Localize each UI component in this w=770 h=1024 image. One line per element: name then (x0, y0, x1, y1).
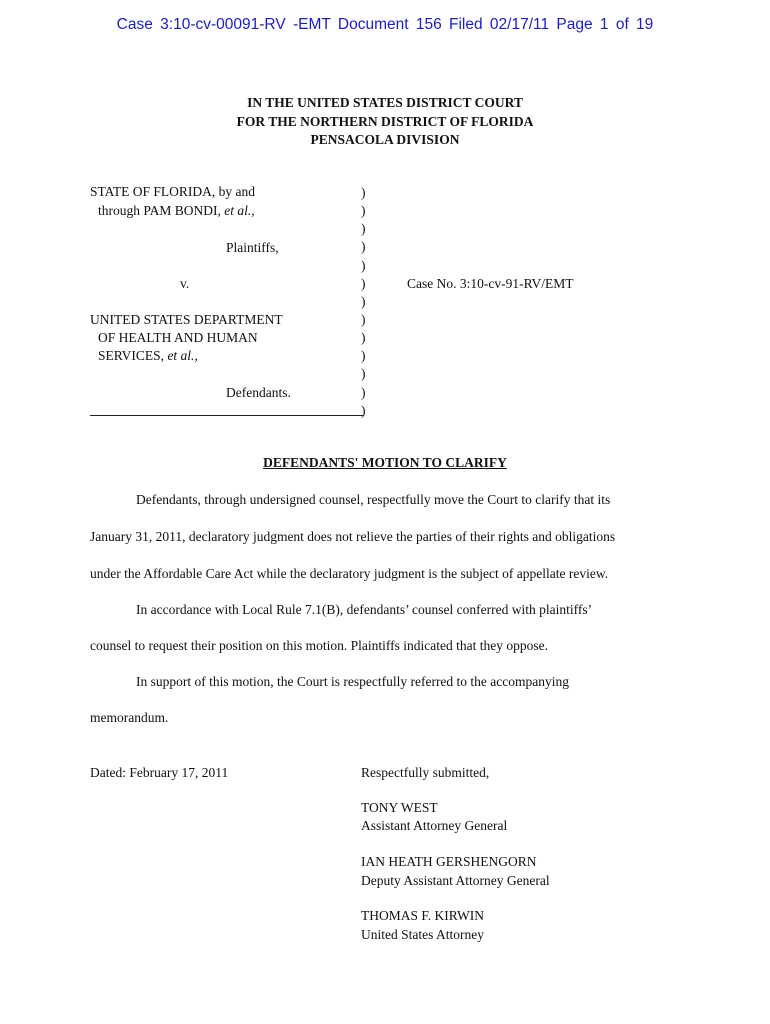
caption-paren: ) (361, 257, 366, 273)
defendant-name-line-2: OF HEALTH AND HUMAN (98, 330, 258, 345)
caption-paren: ) (361, 348, 366, 364)
defendant-name-text: SERVICES, (98, 348, 168, 363)
case-number: Case No. 3:10-cv-91-RV/EMT (407, 276, 574, 291)
caption-rule (90, 415, 363, 416)
caption-paren: ) (361, 275, 366, 291)
caption-paren: ) (361, 402, 366, 418)
defendant-comma: , (194, 348, 198, 363)
motion-title (0, 455, 770, 471)
caption-paren: ) (361, 221, 366, 237)
court-heading-line-1: IN THE UNITED STATES DISTRICT COURT (247, 95, 523, 110)
caption-parentheses (361, 184, 366, 420)
caption-paren: ) (361, 384, 366, 400)
plaintiff-comma: , (251, 203, 255, 218)
caption-paren: ) (361, 185, 366, 200)
versus-label: v. (180, 276, 190, 291)
body-line: January 31, 2011, declaratory judgment does not relieve the parties of their rights and obligations (90, 529, 616, 544)
date-line: Dated: February 17, 2011 (90, 765, 229, 780)
caption-paren: ) (361, 203, 366, 219)
body-line: counsel to request their position on this motion. Plaintiffs indicated that they oppose. (90, 638, 548, 653)
court-heading-line-2: FOR THE NORTHERN DISTRICT OF FLORIDA (236, 113, 534, 129)
body-line: under the Affordable Care Act while the declaratory judgment is the subject of appellate review. (90, 566, 609, 581)
signatory-name-2: IAN HEATH GERSHENGORN (361, 854, 537, 869)
signatory-name-3: THOMAS F. KIRWIN (361, 908, 485, 923)
body-line: memorandum. (90, 710, 169, 725)
signatory-title-2: Deputy Assistant Attorney General (361, 873, 550, 888)
court-heading (0, 94, 770, 150)
filing-header-stamp: Case 3:10-cv-00091-RV -EMT Document 156 Filed 02/17/11 Page 1 of 19 (116, 16, 654, 33)
defendant-et-al: et al. (167, 348, 195, 363)
signatory-title-1: Assistant Attorney General (361, 818, 508, 833)
caption-paren: ) (361, 311, 366, 327)
defendant-name-line-1: UNITED STATES DEPARTMENT (90, 312, 283, 327)
plaintiff-et-al: et al. (224, 203, 252, 218)
caption-paren: ) (361, 239, 366, 255)
caption-paren: ) (361, 366, 366, 382)
plaintiffs-label: Plaintiffs, (226, 240, 279, 255)
signatory-title-3: United States Attorney (361, 927, 484, 942)
defendants-label: Defendants. (226, 385, 291, 400)
caption-paren: ) (361, 293, 366, 309)
signatory-name-1: TONY WEST (361, 800, 438, 815)
plaintiff-name-text: through PAM BONDI, (98, 203, 225, 218)
respectfully-submitted: Respectfully submitted, (361, 765, 490, 780)
motion-title-text: DEFENDANTS' MOTION TO CLARIFY (263, 455, 507, 470)
court-heading-line-3: PENSACOLA DIVISION (310, 132, 460, 147)
body-line: Defendants, through undersigned counsel, respectfully move the Court to clarify that its (136, 492, 611, 507)
plaintiff-name-line-2 (98, 203, 255, 219)
body-line: In support of this motion, the Court is respectfully referred to the accompanying (136, 674, 570, 689)
plaintiff-name-line-1: STATE OF FLORIDA, by and (90, 184, 256, 199)
caption-paren: ) (361, 330, 366, 346)
body-line: In accordance with Local Rule 7.1(B), defendants’ counsel conferred with plaintiffs’ (136, 602, 593, 617)
defendant-name-line-3 (98, 348, 198, 364)
